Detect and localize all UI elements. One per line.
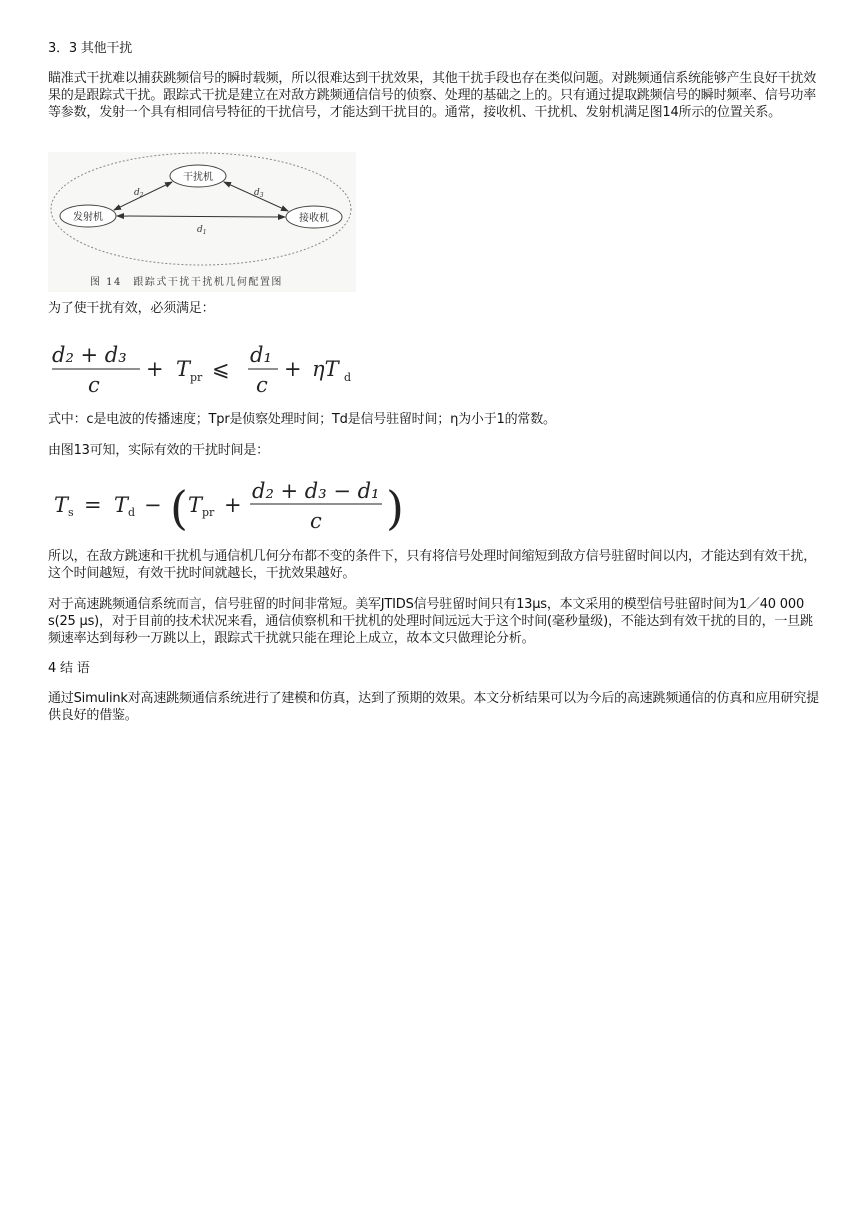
condition-intro: 为了使干扰有效，必须满足： [48,301,215,316]
formula1-numerator-left: d₂ + d₃ [52,343,127,367]
figure-14-caption: 图 14 跟踪式干扰干扰机几何配置图 [90,277,283,288]
formula1-denominator-right: c [256,373,268,397]
effective-time-intro: 由图13可知，实际有效的干扰时间是： [48,443,269,458]
formula-2-svg [48,474,408,540]
formula-1-svg [48,332,368,402]
jammer-label: 干扰机 [183,172,213,183]
section-heading-3-3: 3．3 其他干扰 [48,41,133,56]
formula1-denominator-left: c [88,373,100,397]
formula2-s-subscript: s [68,506,74,519]
variables-note: 式中：c是电波的传播速度；Tpr是侦察处理时间；Td是信号驻留时间；η为小于1的常数。 [48,412,556,427]
formula2-numerator: d₂ + d₃ − d₁ [252,479,380,503]
formula2-right-paren: ) [386,481,404,535]
formula1-leq: ⩽ [212,357,230,381]
figure-14-diagram [48,152,356,292]
formula1-eta-T: ηT [312,357,339,381]
formula-jamming-condition [48,332,368,406]
paragraph-conclusion-2: 对于高速跳频通信系统而言，信号驻留的时间非常短。美军JTIDS信号驻留时间只有13μs，本文采用的模型信号驻留时间为1／40 000 s(25 μs)，对于目前的技术状况来看，通信侦察机和干扰机的处理时间远远大于这个时间(毫秒量级)，不能达到有效干扰的目的，一旦跳频速率达到每秒一万跳以上，跟踪式干扰就只能在理论上成立，故本文只做理论分析。 [48,597,813,646]
formula2-pr-subscript: pr [202,506,215,519]
distance-label-d2: $d_2$ [134,188,144,199]
formula2-Tpr: T [188,493,203,517]
formula-effective-time [48,474,408,544]
formula2-plus: + [224,493,242,517]
transmitter-label: 发射机 [73,212,103,223]
formula1-T: T [176,357,191,381]
formula2-minus: − [144,493,162,517]
section-heading-4: 4 结 语 [48,661,90,676]
receiver-label: 接收机 [299,213,329,224]
formula2-denominator: c [310,509,322,533]
distance-label-d3: $d_3$ [254,188,264,199]
formula2-equals: = [84,493,102,517]
formula2-left-paren: ( [170,481,188,535]
formula1-d-subscript: d [344,371,352,384]
formula2-Ts: T [54,493,69,517]
formula1-pr-subscript: pr [190,371,203,384]
formula2-Td: T [114,493,129,517]
formula1-plus-2: + [284,357,302,381]
paragraph-other-jamming: 瞄准式干扰难以捕获跳频信号的瞬时载频，所以很难达到干扰效果，其他干扰手段也存在类似问题。对跳频通信系统能够产生良好干扰效果的是跟踪式干扰。跟踪式干扰是建立在对敌方跳频通信信号的侦察、处理的基础之上的。只有通过提取跳频信号的瞬时频率、信号功率等参数，发射一个具有相同信号特征的干扰信号，才能达到干扰目的。通常，接收机、干扰机、发射机满足图14所示的位置关系。 [48,71,817,120]
paragraph-closing: 通过Simulink对高速跳频通信系统进行了建模和仿真，达到了预期的效果。本文分析结果可以为今后的高速跳频通信的仿真和应用研究提供良好的借鉴。 [48,691,819,723]
formula2-d-subscript: d [128,506,136,519]
figure-14 [48,152,356,292]
paragraph-conclusion-1: 所以，在敌方跳速和干扰机与通信机几何分布都不变的条件下，只有将信号处理时间缩短到敌方信号驻留时间以内，才能达到有效干扰，这个时间越短，有效干扰时间就越长，干扰效果越好。 [48,549,817,581]
formula1-numerator-right: d₁ [250,343,272,367]
formula1-plus-1: + [146,357,164,381]
distance-label-d1: $d_1$ [197,225,207,236]
